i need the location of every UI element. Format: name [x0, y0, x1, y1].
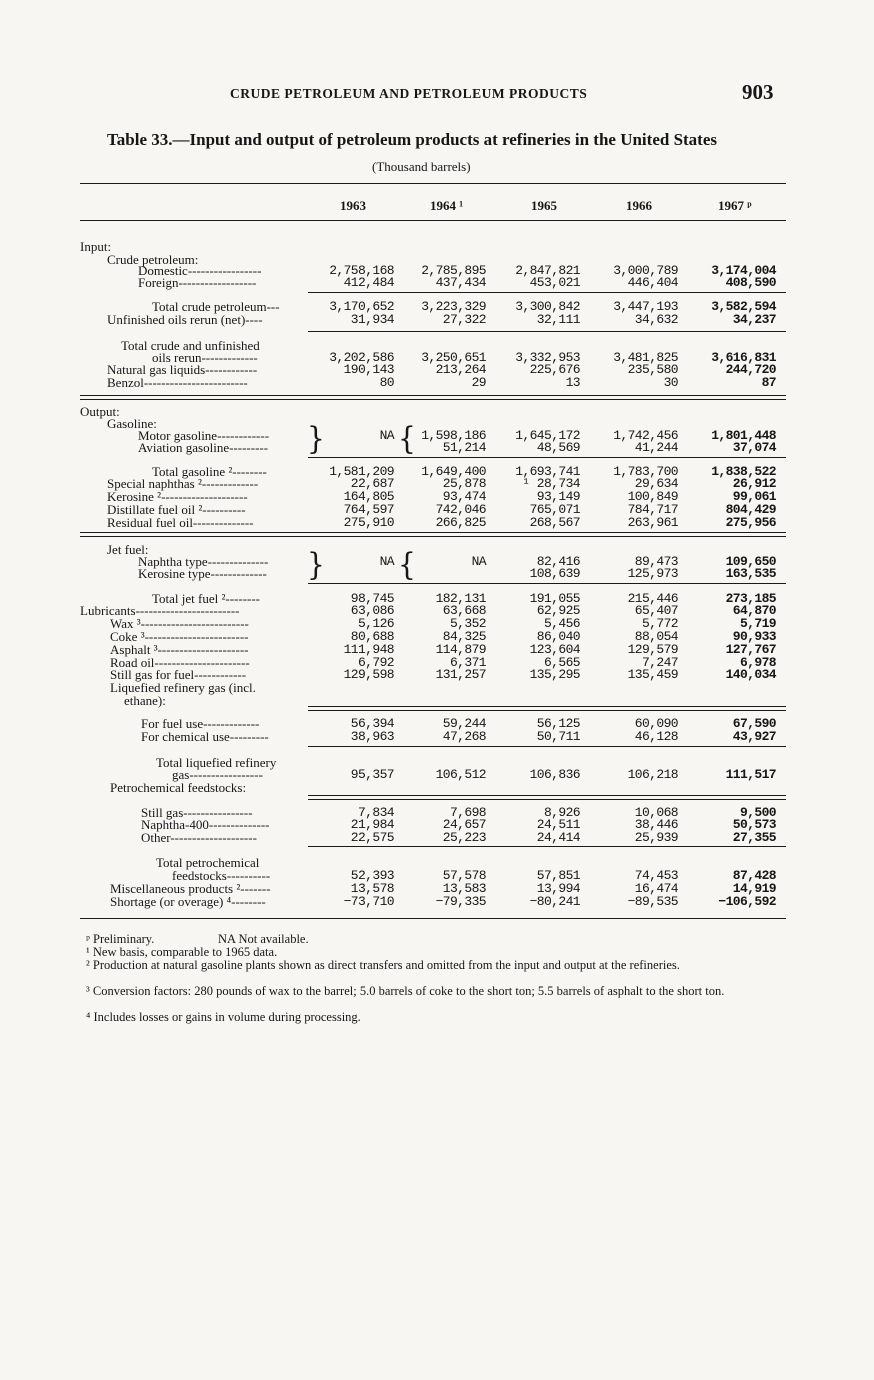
table-cell: 1,783,700 — [613, 464, 678, 479]
table-cell: 191,055 — [529, 591, 580, 606]
table-cell: 41,244 — [634, 440, 678, 455]
table-cell: 30 — [663, 375, 678, 390]
table-cell: 244,720 — [725, 362, 776, 377]
table-cell: 182,131 — [435, 591, 486, 606]
table-cell: 111,517 — [725, 767, 776, 782]
table-cell: 135,295 — [529, 667, 580, 682]
table-cell: 16,474 — [634, 881, 678, 896]
subtotal-rule — [308, 457, 786, 458]
table-cell: 29 — [471, 375, 486, 390]
table-cell: 34,632 — [634, 312, 678, 327]
table-cell: 109,650 — [725, 554, 776, 569]
table-cell: 1,645,172 — [515, 428, 580, 443]
table-cell: 275,956 — [725, 515, 776, 530]
table-cell: 1,801,448 — [711, 428, 776, 443]
table-cell: 1,742,456 — [613, 428, 678, 443]
table-cell: −89,535 — [627, 894, 678, 909]
row-label: Benzol------------------------ — [107, 375, 248, 390]
row-label: Total crude and unfinished — [121, 338, 260, 353]
footnote-4: ⁴ Includes losses or gains in volume during processing. — [86, 1010, 361, 1024]
table-cell: 3,300,842 — [515, 299, 580, 314]
row-label: Wax ³------------------------- — [110, 616, 249, 631]
table-cell: 2,785,895 — [421, 263, 486, 278]
section-rule — [308, 799, 786, 800]
brace-icon: } — [307, 420, 325, 457]
table-cell: 10,068 — [634, 805, 678, 820]
subtotal-rule — [308, 846, 786, 847]
footnote-preliminary: ᵖ Preliminary. — [86, 932, 155, 946]
section-rule — [308, 710, 786, 711]
table-cell: 5,772 — [641, 616, 678, 631]
table-cell: 129,579 — [627, 642, 678, 657]
section-rule — [80, 532, 786, 533]
row-label: Distillate fuel oil ²---------- — [107, 502, 246, 517]
table-cell: 3,250,651 — [421, 350, 486, 365]
table-cell: 59,244 — [442, 716, 486, 731]
brace-icon: } — [307, 546, 325, 583]
table-cell: 266,825 — [435, 515, 486, 530]
table-cell: 31,934 — [350, 312, 394, 327]
table-cell: 446,404 — [627, 275, 678, 290]
table-cell: 24,657 — [442, 817, 486, 832]
table-cell: 38,446 — [634, 817, 678, 832]
table-cell: 129,598 — [343, 667, 394, 682]
table-cell: −73,710 — [343, 894, 394, 909]
table-units: (Thousand barrels) — [372, 159, 471, 174]
table-cell: 57,578 — [442, 868, 486, 883]
row-label: Naphtha-400-------------- — [141, 817, 270, 832]
table-cell: 56,394 — [350, 716, 394, 731]
table-cell: ¹ 28,734 — [522, 476, 580, 491]
table-cell: 764,597 — [343, 502, 394, 517]
row-label: Lubricants------------------------ — [80, 603, 240, 618]
table-cell: 13,994 — [536, 881, 580, 896]
table-cell: 437,434 — [435, 275, 486, 290]
row-label: Domestic----------------- — [138, 263, 262, 278]
col-header-1966: 1966 — [626, 198, 652, 213]
table-cell: 3,582,594 — [711, 299, 776, 314]
table-cell: −79,335 — [435, 894, 486, 909]
table-cell: 163,535 — [725, 566, 776, 581]
row-label: Total petrochemical — [156, 855, 260, 870]
table-cell: 164,805 — [343, 489, 394, 504]
row-label: Total gasoline ²-------- — [152, 464, 267, 479]
row-label: gas----------------- — [172, 767, 263, 782]
table-cell: 1,598,186 — [421, 428, 486, 443]
table-cell: 8,926 — [543, 805, 580, 820]
col-header-1967: 1967 ᵖ — [718, 198, 752, 213]
table-cell: 108,639 — [529, 566, 580, 581]
table-cell: 62,925 — [536, 603, 580, 618]
table-cell: 47,268 — [442, 729, 486, 744]
table-cell: 37,074 — [732, 440, 776, 455]
row-label: Gasoline: — [107, 416, 157, 431]
table-cell: 48,569 — [536, 440, 580, 455]
table-cell: 3,616,831 — [711, 350, 776, 365]
table-cell: 34,237 — [732, 312, 776, 327]
table-cell: 87 — [761, 375, 776, 390]
table-cell: 135,459 — [627, 667, 678, 682]
table-cell: 9,500 — [739, 805, 776, 820]
subtotal-rule — [308, 746, 786, 747]
table-cell: 412,484 — [343, 275, 394, 290]
table-cell: 268,567 — [529, 515, 580, 530]
row-label: Coke ³------------------------ — [110, 629, 249, 644]
table-cell: 1,581,209 — [329, 464, 394, 479]
table-cell: 86,040 — [536, 629, 580, 644]
table-cell: 1,649,400 — [421, 464, 486, 479]
table-cell: 3,202,586 — [329, 350, 394, 365]
row-label: Aviation gasoline--------- — [138, 440, 269, 455]
row-label: Asphalt ³--------------------- — [110, 642, 249, 657]
table-cell: 140,034 — [725, 667, 776, 682]
running-header: CRUDE PETROLEUM AND PETROLEUM PRODUCTS — [230, 86, 588, 101]
footnote-not-available: NA Not available. — [218, 932, 309, 946]
table-cell: 5,456 — [543, 616, 580, 631]
row-label: Unfinished oils rerun (net)---- — [107, 312, 263, 327]
table-cell: 7,247 — [641, 655, 678, 670]
table-cell: 24,511 — [536, 817, 580, 832]
table-cell: 22,687 — [350, 476, 394, 491]
table-cell: 74,453 — [634, 868, 678, 883]
table-cell: 3,174,004 — [711, 263, 776, 278]
table-cell: 3,170,652 — [329, 299, 394, 314]
table-cell: 63,086 — [350, 603, 394, 618]
footnote-3: ³ Conversion factors: 280 pounds of wax to the barrel; 5.0 barrels of coke to the short ton; 5.5 barrels of asphalt to the short ton. — [86, 984, 725, 998]
table-cell: 13 — [565, 375, 580, 390]
table-cell: 784,717 — [627, 502, 678, 517]
table-cell: 3,481,825 — [613, 350, 678, 365]
table-cell: 89,473 — [634, 554, 678, 569]
table-cell: 98,745 — [350, 591, 394, 606]
row-label: Road oil---------------------- — [110, 655, 250, 670]
table-cell: 804,429 — [725, 502, 776, 517]
table-cell: 22,575 — [350, 830, 394, 845]
table-cell: 51,214 — [442, 440, 486, 455]
table-cell: 273,185 — [725, 591, 776, 606]
table-cell: 5,352 — [449, 616, 486, 631]
section-rule — [308, 706, 786, 707]
row-label: Special naphthas ²------------- — [107, 476, 259, 491]
table-cell: 6,565 — [543, 655, 580, 670]
row-label: Total jet fuel ²-------- — [152, 591, 261, 606]
brace-icon: { — [398, 546, 416, 583]
table-title: Table 33.—Input and output of petroleum products at refineries in the United States — [107, 130, 718, 149]
table-cell: 38,963 — [350, 729, 394, 744]
table-cell: 25,223 — [442, 830, 486, 845]
row-label: feedstocks---------- — [172, 868, 271, 883]
table-cell: 26,912 — [732, 476, 776, 491]
table-cell: 1,693,741 — [515, 464, 580, 479]
row-label: Total crude petroleum--- — [152, 299, 280, 314]
table-cell: 6,371 — [449, 655, 486, 670]
table-cell: 13,578 — [350, 881, 394, 896]
table-cell: 57,851 — [536, 868, 580, 883]
table-cell: 46,128 — [634, 729, 678, 744]
table-cell: 50,711 — [536, 729, 580, 744]
table-cell: 106,218 — [627, 767, 678, 782]
table-cell: 25,878 — [442, 476, 486, 491]
row-label: Residual fuel oil-------------- — [107, 515, 254, 530]
table-cell: 235,580 — [627, 362, 678, 377]
table-cell: 80,688 — [350, 629, 394, 644]
col-header-1965: 1965 — [531, 198, 557, 213]
table-cell: 99,061 — [732, 489, 776, 504]
table-cell: 95,357 — [350, 767, 394, 782]
table-cell: 1,838,522 — [711, 464, 776, 479]
row-label: ethane): — [124, 693, 166, 708]
table-cell: 21,984 — [350, 817, 394, 832]
table-cell: 114,879 — [435, 642, 486, 657]
table-cell: 5,719 — [739, 616, 776, 631]
section-rule — [80, 399, 786, 400]
row-label: oils rerun------------- — [152, 350, 258, 365]
table-cell: 111,948 — [343, 642, 394, 657]
table-cell: 3,223,329 — [421, 299, 486, 314]
table-cell: 408,590 — [725, 275, 776, 290]
section-rule — [80, 536, 786, 537]
table-cell: 275,910 — [343, 515, 394, 530]
table-cell: 3,332,953 — [515, 350, 580, 365]
table-cell: 13,583 — [442, 881, 486, 896]
table-cell: 93,149 — [536, 489, 580, 504]
row-label: Kerosine type------------- — [138, 566, 267, 581]
table-cell: 742,046 — [435, 502, 486, 517]
table-cell: 67,590 — [732, 716, 776, 731]
table-cell: 106,836 — [529, 767, 580, 782]
table-cell: 100,849 — [627, 489, 678, 504]
table-cell: 82,416 — [536, 554, 580, 569]
row-label: Foreign------------------ — [138, 275, 257, 290]
table-cell: 127,767 — [725, 642, 776, 657]
table-cell: 27,322 — [442, 312, 486, 327]
table-cell: 25,939 — [634, 830, 678, 845]
section-rule — [308, 795, 786, 796]
table-cell: 50,573 — [732, 817, 776, 832]
table-cell: 43,927 — [732, 729, 776, 744]
page-number: 903 — [742, 80, 774, 104]
row-label: Natural gas liquids------------ — [107, 362, 258, 377]
row-label: Other-------------------- — [141, 830, 257, 845]
row-label: Shortage (or overage) ⁴-------- — [110, 894, 266, 909]
table-cell: NA — [471, 554, 486, 569]
table-cell: 131,257 — [435, 667, 486, 682]
row-label: Motor gasoline------------ — [138, 428, 270, 443]
subtotal-rule — [308, 583, 786, 584]
table-cell: 24,414 — [536, 830, 580, 845]
table-cell: 56,125 — [536, 716, 580, 731]
row-label: Crude petroleum: — [107, 252, 199, 267]
table-cell: 190,143 — [343, 362, 394, 377]
subtotal-rule — [308, 331, 786, 332]
table-cell: 2,847,821 — [515, 263, 580, 278]
footnote-2: ² Production at natural gasoline plants shown as direct transfers and omitted from the input and output at the refineries. — [86, 958, 680, 972]
table-cell: 90,933 — [732, 629, 776, 644]
row-label: Liquefied refinery gas (incl. — [110, 680, 256, 695]
table-cell: 52,393 — [350, 868, 394, 883]
row-label: For fuel use------------- — [141, 716, 260, 731]
row-label: For chemical use--------- — [141, 729, 269, 744]
table-cell: 6,978 — [739, 655, 776, 670]
col-header-1963: 1963 — [340, 198, 366, 213]
table-cell: 88,054 — [634, 629, 678, 644]
table-cell: 93,474 — [442, 489, 486, 504]
rule-bottom — [80, 918, 786, 919]
col-header-1964: 1964 ¹ — [430, 198, 464, 213]
row-label: Miscellaneous products ²------- — [110, 881, 271, 896]
table-cell: 263,961 — [627, 515, 678, 530]
table-cell: −80,241 — [529, 894, 580, 909]
table-cell: 29,634 — [634, 476, 678, 491]
table-cell: 64,870 — [732, 603, 776, 618]
table-cell: 60,090 — [634, 716, 678, 731]
row-label: Still gas for fuel------------ — [110, 667, 247, 682]
table-cell: 765,071 — [529, 502, 580, 517]
table-cell: −106,592 — [718, 894, 776, 909]
table-cell: 84,325 — [442, 629, 486, 644]
section-rule — [80, 395, 786, 396]
table-cell: 215,446 — [627, 591, 678, 606]
table-cell: NA — [379, 428, 394, 443]
row-label: Total liquefied refinery — [156, 755, 277, 770]
brace-icon: { — [398, 420, 416, 457]
row-label: Kerosine ²-------------------- — [107, 489, 248, 504]
row-label: Output: — [80, 404, 120, 419]
table-cell: 453,021 — [529, 275, 580, 290]
row-label: Petrochemical feedstocks: — [110, 780, 247, 795]
table-cell: 65,407 — [634, 603, 678, 618]
table-cell: 87,428 — [732, 868, 776, 883]
table-cell: NA — [379, 554, 394, 569]
table-cell: 27,355 — [732, 830, 776, 845]
table-cell: 225,676 — [529, 362, 580, 377]
table-cell: 7,834 — [357, 805, 394, 820]
table-cell: 2,758,168 — [329, 263, 394, 278]
table-cell: 14,919 — [732, 881, 776, 896]
table-cell: 125,973 — [627, 566, 678, 581]
row-label: Jet fuel: — [107, 542, 149, 557]
table-cell: 3,447,193 — [613, 299, 678, 314]
table-cell: 63,668 — [442, 603, 486, 618]
table-cell: 3,000,789 — [613, 263, 678, 278]
row-label: Input: — [80, 239, 112, 254]
row-label: Naphtha type-------------- — [138, 554, 269, 569]
table-cell: 7,698 — [449, 805, 486, 820]
table-cell: 32,111 — [536, 312, 580, 327]
footnote-1: ¹ New basis, comparable to 1965 data. — [86, 945, 278, 959]
table-cell: 6,792 — [357, 655, 394, 670]
table-cell: 106,512 — [435, 767, 486, 782]
table-cell: 5,126 — [357, 616, 394, 631]
table-cell: 123,604 — [529, 642, 580, 657]
table-cell: 80 — [379, 375, 394, 390]
subtotal-rule — [308, 292, 786, 293]
table-cell: 213,264 — [435, 362, 486, 377]
row-label: Still gas---------------- — [141, 805, 253, 820]
